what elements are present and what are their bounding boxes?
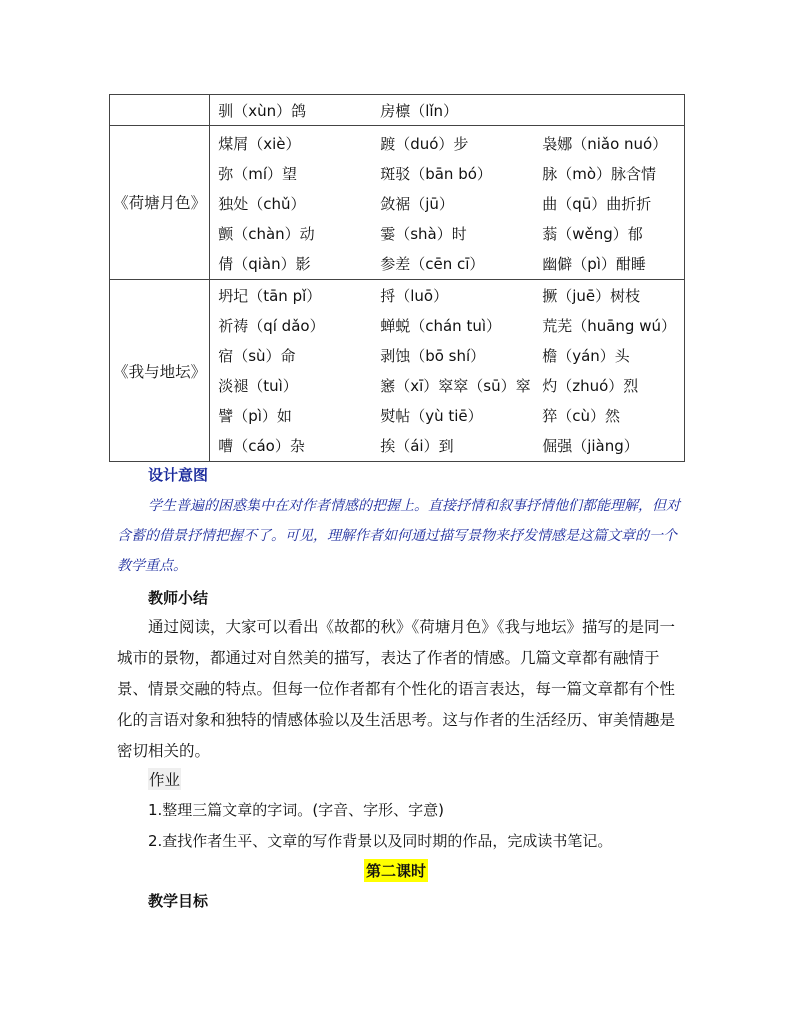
word-line <box>218 401 676 431</box>
design-intent-text: 学生普遍的困惑集中在对作者情感的把握上。直接抒情和叙事抒情他们都能理解，但对含蓄的借景抒情把握不了。可见，理解作者如何通过描写景物来抒发情感是这篇文章的一个教学重点。 <box>117 498 680 574</box>
word-line <box>218 219 676 249</box>
word-item: 嘈（cáo）杂 <box>218 437 305 456</box>
word-item: 捋（luō） <box>380 286 449 305</box>
objectives-heading: 教学目标 <box>148 892 209 910</box>
word-item: 踱（duó）步 <box>380 134 469 153</box>
word-item: 坍圮（tān pǐ） <box>218 286 322 305</box>
word-item: 荒芜（huāng wú） <box>542 316 676 335</box>
word-item: 弥（mí）望 <box>218 164 297 183</box>
word-item: 猝（cù）然 <box>542 407 620 426</box>
word-item: 窸（xī）窣窣（sū）窣 <box>380 377 531 396</box>
word-line <box>218 280 676 310</box>
word-item: 譬（pì）如 <box>218 407 292 426</box>
table-title-cell: 《荷塘月色》 <box>110 126 210 280</box>
word-item: 撅（juē）树枝 <box>542 286 641 305</box>
lesson-title: 第二课时 <box>364 859 428 882</box>
word-item: 煤屑（xiè） <box>218 134 301 153</box>
table-row <box>110 95 685 126</box>
word-line <box>218 340 676 370</box>
word-item: 灼（zhuó）烈 <box>542 377 639 396</box>
word-item: 熨帖（yù tiē） <box>380 407 483 426</box>
word-item: 祈祷（qí dǎo） <box>218 316 325 335</box>
table-row <box>110 279 685 461</box>
word-line <box>218 249 676 279</box>
word-item: 倔强（jiàng） <box>542 437 639 456</box>
word-line <box>218 95 676 125</box>
word-item: 剥蚀（bō shí） <box>380 346 486 365</box>
vocabulary-table <box>109 94 685 462</box>
table-title-cell: 《我与地坛》 <box>110 279 210 461</box>
word-line <box>218 188 676 218</box>
homework-item: 2.查找作者生平、文章的写作背景以及同时期的作品，完成读书笔记。 <box>148 832 613 850</box>
word-line <box>218 126 676 158</box>
word-item: 曲（qū）曲折折 <box>542 194 652 213</box>
word-item: 参差（cēn cī） <box>380 255 485 274</box>
word-line <box>218 371 676 401</box>
word-item: 淡褪（tuì） <box>218 377 298 396</box>
summary-text: 通过阅读，大家可以看出《故都的秋》《荷塘月色》《我与地坛》描写的是同一城市的景物，都通过对自然美的描写，表达了作者的情感。几篇文章都有融情于景、情景交融的特点。但每一位作者都有个性化的语言表达，每一篇文章都有个性化的言语对象和独特的情感体验以及生活思考。这与作者的生活经历、审美情趣是密切相关的。 <box>117 618 676 760</box>
word-item: 挨（ái）到 <box>380 437 454 456</box>
design-intent-heading: 设计意图 <box>148 466 209 484</box>
word-list <box>210 95 685 126</box>
homework-heading: 作业 <box>148 768 181 790</box>
table-row <box>110 126 685 280</box>
word-line <box>218 158 676 188</box>
word-list <box>210 126 685 280</box>
word-list <box>210 279 685 461</box>
word-line <box>218 310 676 340</box>
table-title-cell <box>110 95 210 126</box>
word-item: 霎（shà）时 <box>380 225 467 244</box>
word-line <box>218 431 676 461</box>
word-item: 驯（xùn）鸽 <box>218 101 307 120</box>
word-item: 蝉蜕（chán tuì） <box>380 316 501 335</box>
summary-heading: 教师小结 <box>148 589 209 607</box>
word-item: 斑驳（bān bó） <box>380 164 492 183</box>
word-item: 敛裾（jū） <box>380 194 454 213</box>
word-item: 颤（chàn）动 <box>218 225 315 244</box>
word-item: 脉（mò）脉含情 <box>542 164 657 183</box>
homework-item: 1.整理三篇文章的字词。(字音、字形、字意) <box>148 801 445 819</box>
word-item: 檐（yán）头 <box>542 346 630 365</box>
word-item: 倩（qiàn）影 <box>218 255 311 274</box>
word-item: 独处（chǔ） <box>218 194 306 213</box>
word-item: 宿（sù）命 <box>218 346 296 365</box>
word-item: 幽僻（pì）酣睡 <box>542 255 646 274</box>
word-item: 蓊（wěng）郁 <box>542 225 643 244</box>
word-item: 房檩（lǐn） <box>380 101 459 120</box>
word-item: 袅娜（niǎo nuó） <box>542 134 668 153</box>
